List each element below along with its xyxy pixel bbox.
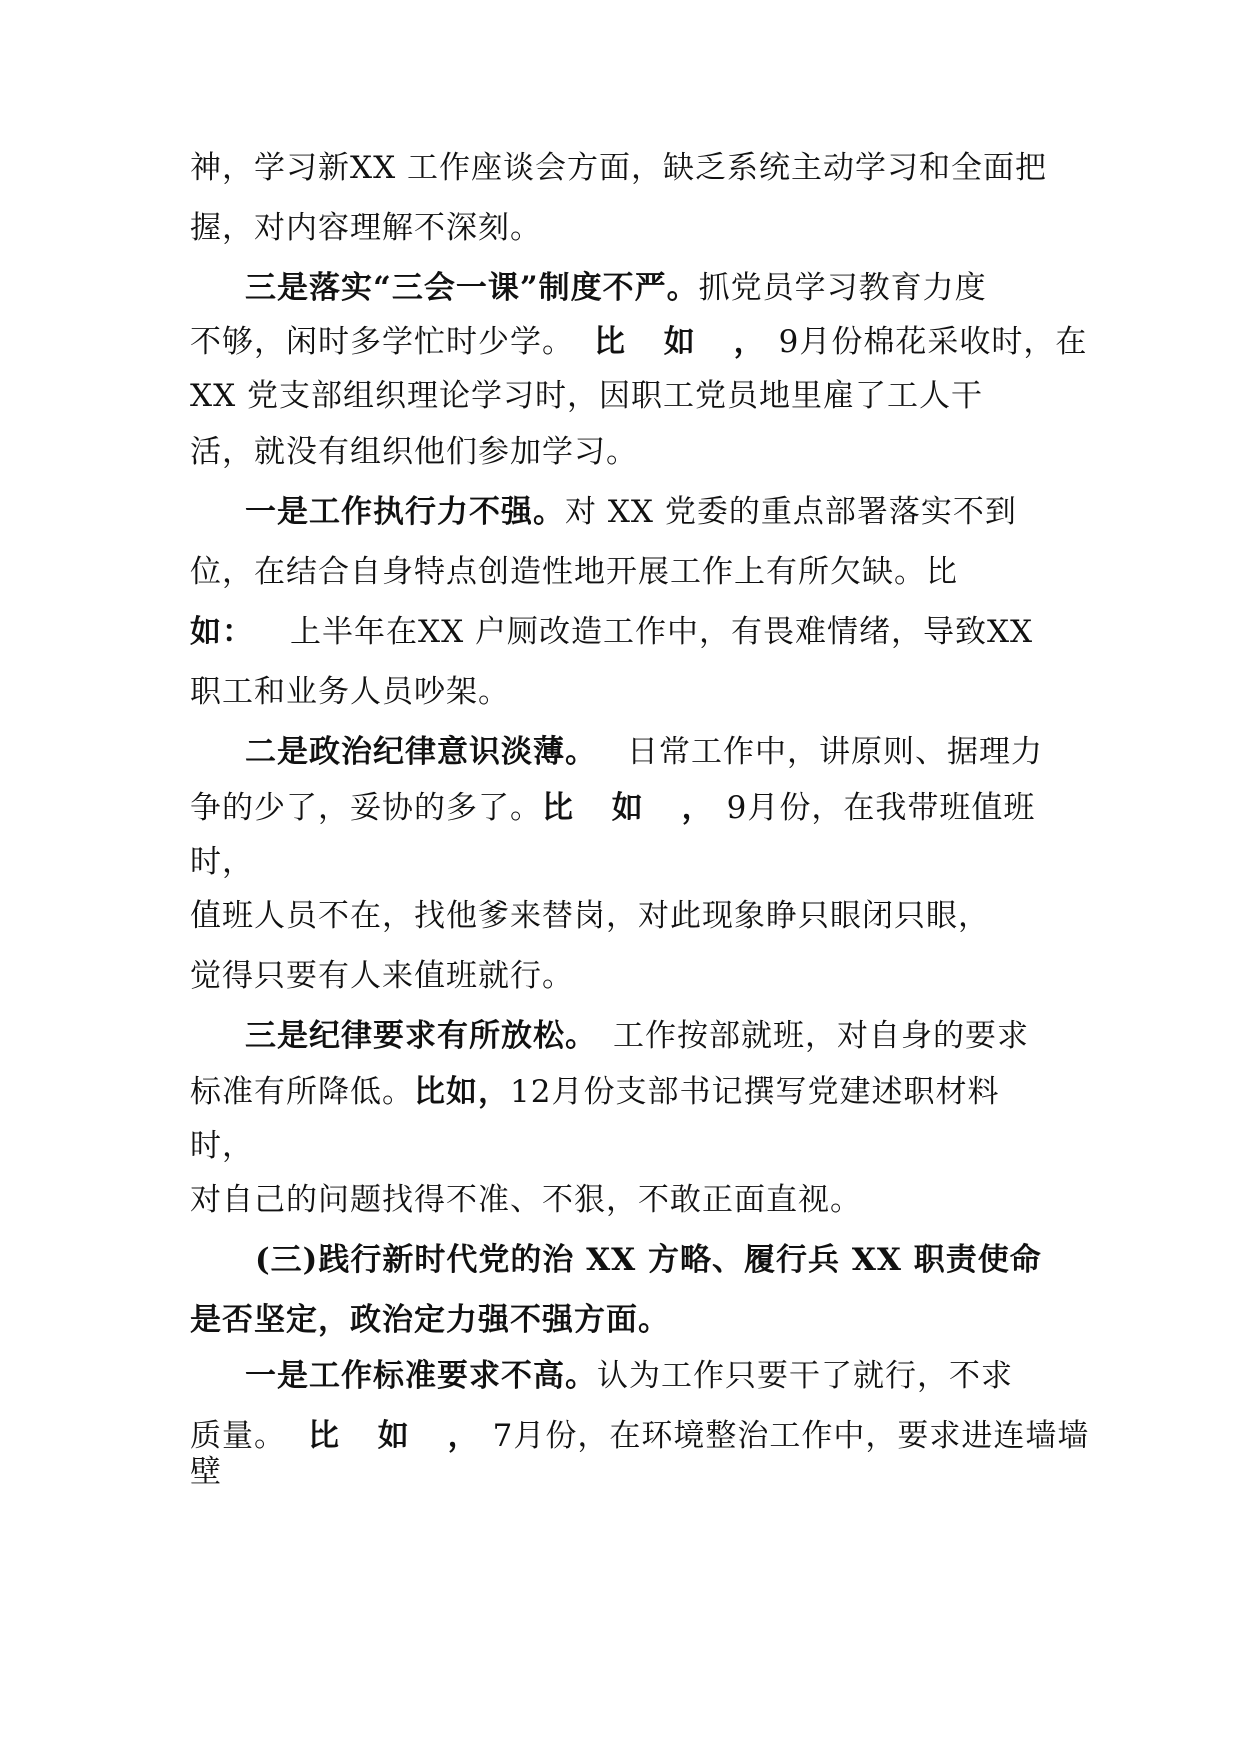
bold-heading-span: 一是工作执行力不强。 (245, 494, 565, 530)
bold-heading-span: 三是落实“三会一课”制度不严。 (245, 270, 699, 306)
text-line (190, 1072, 999, 1112)
text-line (190, 956, 574, 996)
text-span: 标准有所降低。 (190, 1074, 414, 1110)
text-span: 壁 (190, 1454, 222, 1490)
text-span: 不够，闲时多学忙时少学。 (190, 324, 574, 360)
text-span: 认为工作只要干了就行，不求 (597, 1358, 1013, 1394)
text-line (190, 612, 1033, 652)
text-span: 日常工作中，讲原则、据理力 (627, 734, 1043, 770)
paragraph-heading-line (245, 1016, 1029, 1056)
text-span: 值班人员不在，找他爹来替岗，对此现象睁只眼闭只眼， (190, 898, 990, 934)
text-line (190, 896, 990, 936)
text-line (190, 552, 958, 592)
text-line (190, 1452, 222, 1492)
text-line (190, 788, 1035, 828)
text-span: 时， (190, 844, 254, 880)
section-heading-span: (三)践行新时代党的治 XX 方略、履行兵 XX 职责使命 (255, 1242, 1042, 1278)
bold-example-span: 比如， (414, 1074, 510, 1110)
text-line (190, 208, 542, 248)
text-span: 职工和业务人员吵架。 (190, 674, 510, 710)
text-line (190, 672, 510, 712)
bold-example-span: 比 如 ， (594, 324, 779, 360)
bold-example-span: 比 如 ， (308, 1418, 493, 1454)
text-span: 争的少了，妥协的多了。 (190, 790, 542, 826)
paragraph-heading-line (245, 732, 1043, 772)
section-heading-span: 是否坚定，政治定力强不强方面。 (190, 1302, 670, 1338)
text-span: 质量。 (190, 1418, 286, 1454)
text-line (190, 432, 638, 472)
text-span: XX 党支部组织理论学习时，因职工党员地里雇了工人干 (190, 378, 983, 414)
text-line (190, 148, 1047, 188)
text-span: 上半年在XX 户厕改造工作中，有畏难情绪，导致XX (290, 614, 1034, 650)
paragraph-heading-line (245, 492, 1017, 532)
text-span: 时， (190, 1128, 254, 1164)
text-span: 神，学习新XX 工作座谈会方面，缺乏系统主动学习和全面把 (190, 150, 1047, 186)
text-line (190, 1416, 1089, 1456)
text-span: 活，就没有组织他们参加学习。 (190, 434, 638, 470)
text-span: 握，对内容理解不深刻。 (190, 210, 542, 246)
paragraph-heading-line (245, 1356, 1013, 1396)
text-span: 工作按部就班，对自身的要求 (613, 1018, 1029, 1054)
paragraph-heading-line (245, 268, 987, 308)
text-span: 12月份支部书记撰写党建述职材料 (510, 1074, 1000, 1110)
bold-heading-span: 二是政治纪律意识淡薄。 (245, 734, 597, 770)
bold-heading-span: 三是纪律要求有所放松。 (245, 1018, 597, 1054)
text-line (190, 1126, 254, 1166)
text-span: 觉得只要有人来值班就行。 (190, 958, 574, 994)
bold-example-span: 比 如 ， (542, 790, 727, 826)
text-line (190, 376, 983, 416)
text-span: 位，在结合自身特点创造性地开展工作上有所欠缺。比 (190, 554, 958, 590)
bold-heading-span: 一是工作标准要求不高。 (245, 1358, 597, 1394)
section-heading-line (255, 1240, 1042, 1280)
text-span: 抓党员学习教育力度 (698, 270, 987, 306)
text-line (190, 322, 1087, 362)
text-line (190, 1180, 862, 1220)
text-line (190, 842, 254, 882)
bold-example-span: 如： (190, 614, 254, 650)
text-span: 7月份，在环境整治工作中，要求进连墙墙 (492, 1418, 1090, 1454)
text-span: 对自己的问题找得不准、不狠，不敢正面直视。 (190, 1182, 862, 1218)
section-heading-line (190, 1300, 670, 1340)
text-span: 对 XX 党委的重点部署落实不到 (565, 494, 1017, 530)
text-span: 9月份棉花采收时，在 (778, 324, 1088, 360)
text-span: 9月份，在我带班值班 (726, 790, 1036, 826)
